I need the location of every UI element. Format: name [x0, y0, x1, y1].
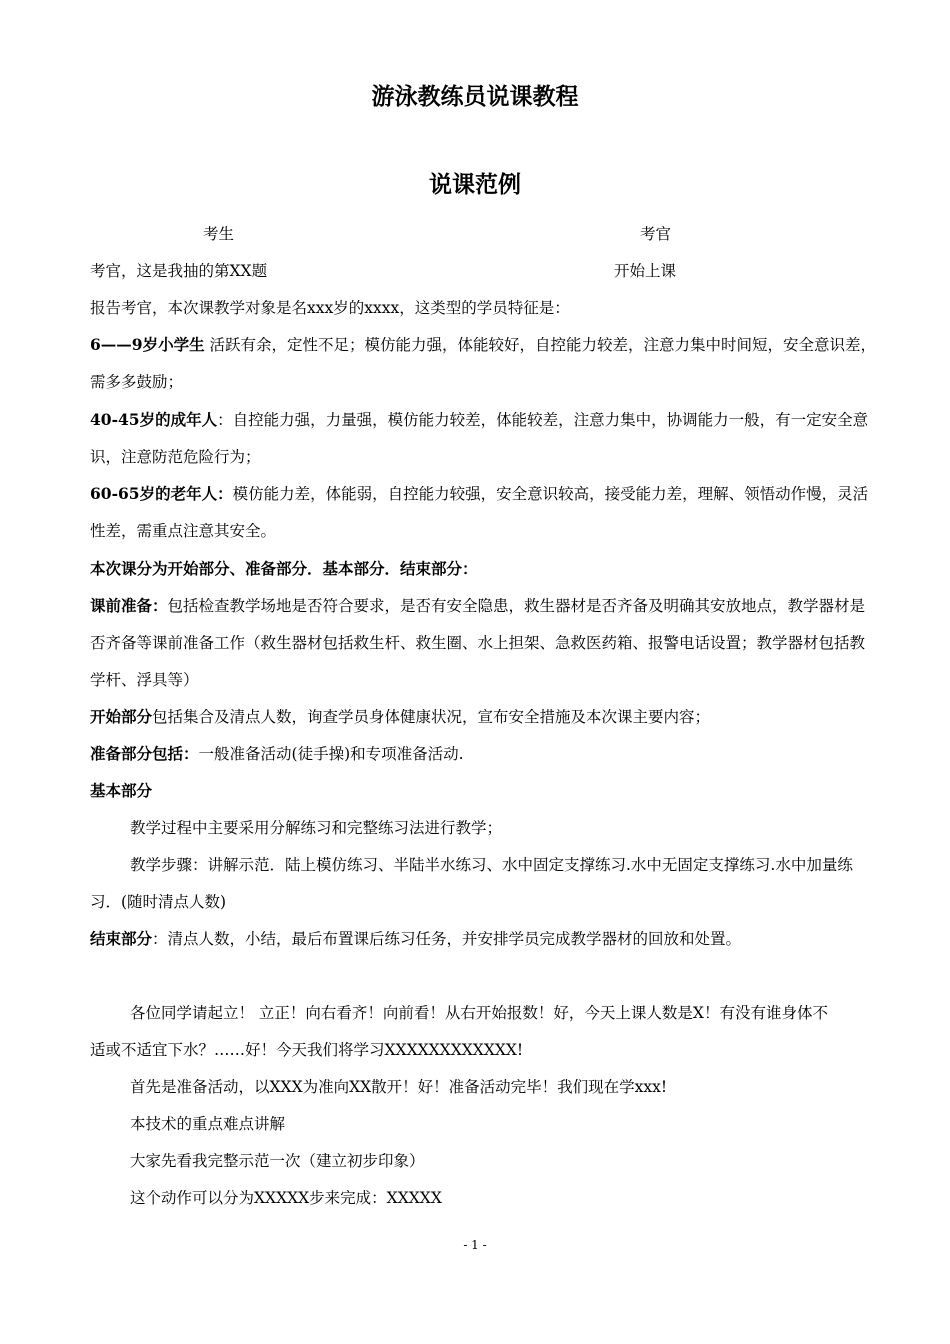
prep-text-3: 学杆、浮具等）: [90, 671, 199, 689]
end-label: 结束部分: [90, 929, 153, 948]
start-label: 开始部分: [90, 707, 153, 726]
kids-paragraph: [90, 333, 876, 355]
row1-right: 开始上课: [614, 262, 677, 280]
elder-text-2: 性差，需重点注意其安全。: [90, 522, 277, 540]
adult-label: 40-45岁的成年人: [90, 410, 218, 429]
start-text: 包括集合及清点人数，询查学员身体健康状况，宣布安全措施及本次课主要内容；: [152, 708, 711, 726]
speech-line-1: 各位同学请起立！ 立正！向右看齐！向前看！从右开始报数！好，今天上课人数是X！有没有谁身体不: [130, 1004, 828, 1022]
speech-line-1b: 适或不适宜下水？……好！今天我们将学习XXXXXXXXXXXX!: [90, 1041, 524, 1059]
ready-label: 准备部分包括：: [90, 744, 199, 763]
end-paragraph: [90, 927, 741, 949]
prep-label: 课前准备：: [90, 596, 168, 615]
adult-text-2: 识，注意防范危险行为；: [90, 448, 261, 466]
adult-text: ：自控能力强，力量强，模仿能力较差，体能较差，注意力集中，协调能力一般，有一定安全意: [217, 411, 869, 429]
kids-text-2: 需多多鼓励；: [90, 373, 184, 391]
speech-line-5: 这个动作可以分为XXXXX步来完成：XXXXX: [130, 1189, 442, 1207]
speech-line-4: 大家先看我完整示范一次（建立初步印象）: [130, 1152, 425, 1170]
prep-text: 包括检查教学场地是否符合要求，是否有安全隐患，救生器材是否齐备及明确其安放地点，教学器材是: [167, 597, 866, 615]
page-number: - 1 -: [463, 1238, 487, 1252]
speech-line-3: 本技术的重点难点讲解: [130, 1115, 286, 1133]
elder-text: 模仿能力差，体能弱，自控能力较强，安全意识较高，接受能力差，理解、领悟动作慢，灵活: [232, 485, 869, 503]
parts-heading: 本次课分为开始部分、准备部分．基本部分．结束部分：: [90, 559, 478, 578]
prep-text-2: 否齐备等课前准备工作（救生器材包括救生杆、救生圈、水上担架、急救医药箱、报警电话设置；教学器材包括教: [90, 634, 866, 652]
doc-subtitle: 说课范例: [429, 171, 521, 198]
ready-paragraph: [90, 742, 464, 764]
start-paragraph: [90, 705, 710, 727]
kids-text: 活跃有余，定性不足；模仿能力强，体能较好，自控能力较差，注意力集中时间短，安全意识差，: [209, 336, 877, 354]
ready-text: 一般准备活动(徒手操)和专项准备活动.: [198, 745, 464, 763]
basic-text-3: 习．(随时清点人数): [90, 893, 227, 911]
header-examinee: 考生: [203, 225, 235, 243]
speech-line-2: 首先是准备活动，以XXX为准向XX散开！好！准备活动完毕！我们现在学xxx!: [130, 1078, 668, 1096]
basic-heading: 基本部分: [90, 781, 153, 800]
adult-paragraph: [90, 408, 868, 430]
report-line: 报告考官，本次课教学对象是名xxx岁的xxxx，这类型的学员特征是：: [90, 299, 570, 317]
header-examiner: 考官: [640, 225, 672, 243]
end-text: ：清点人数，小结，最后布置课后练习任务，并安排学员完成教学器材的回放和处置。: [152, 930, 742, 948]
kids-label: 6——9岁小学生: [90, 335, 205, 354]
row1-left: 考官，这是我抽的第XX题: [90, 262, 268, 280]
doc-title: 游泳教练员说课教程: [371, 83, 579, 110]
elder-paragraph: [90, 482, 868, 504]
basic-text-1: 教学过程中主要采用分解练习和完整练习法进行教学；: [130, 819, 503, 837]
prep-paragraph: [90, 594, 865, 616]
basic-text-2: 教学步骤：讲解示范．陆上模仿练习、半陆半水练习、水中固定支撑练习.水中无固定支撑练习.水中加量练: [130, 856, 853, 874]
elder-label: 60-65岁的老年人：: [90, 484, 233, 503]
